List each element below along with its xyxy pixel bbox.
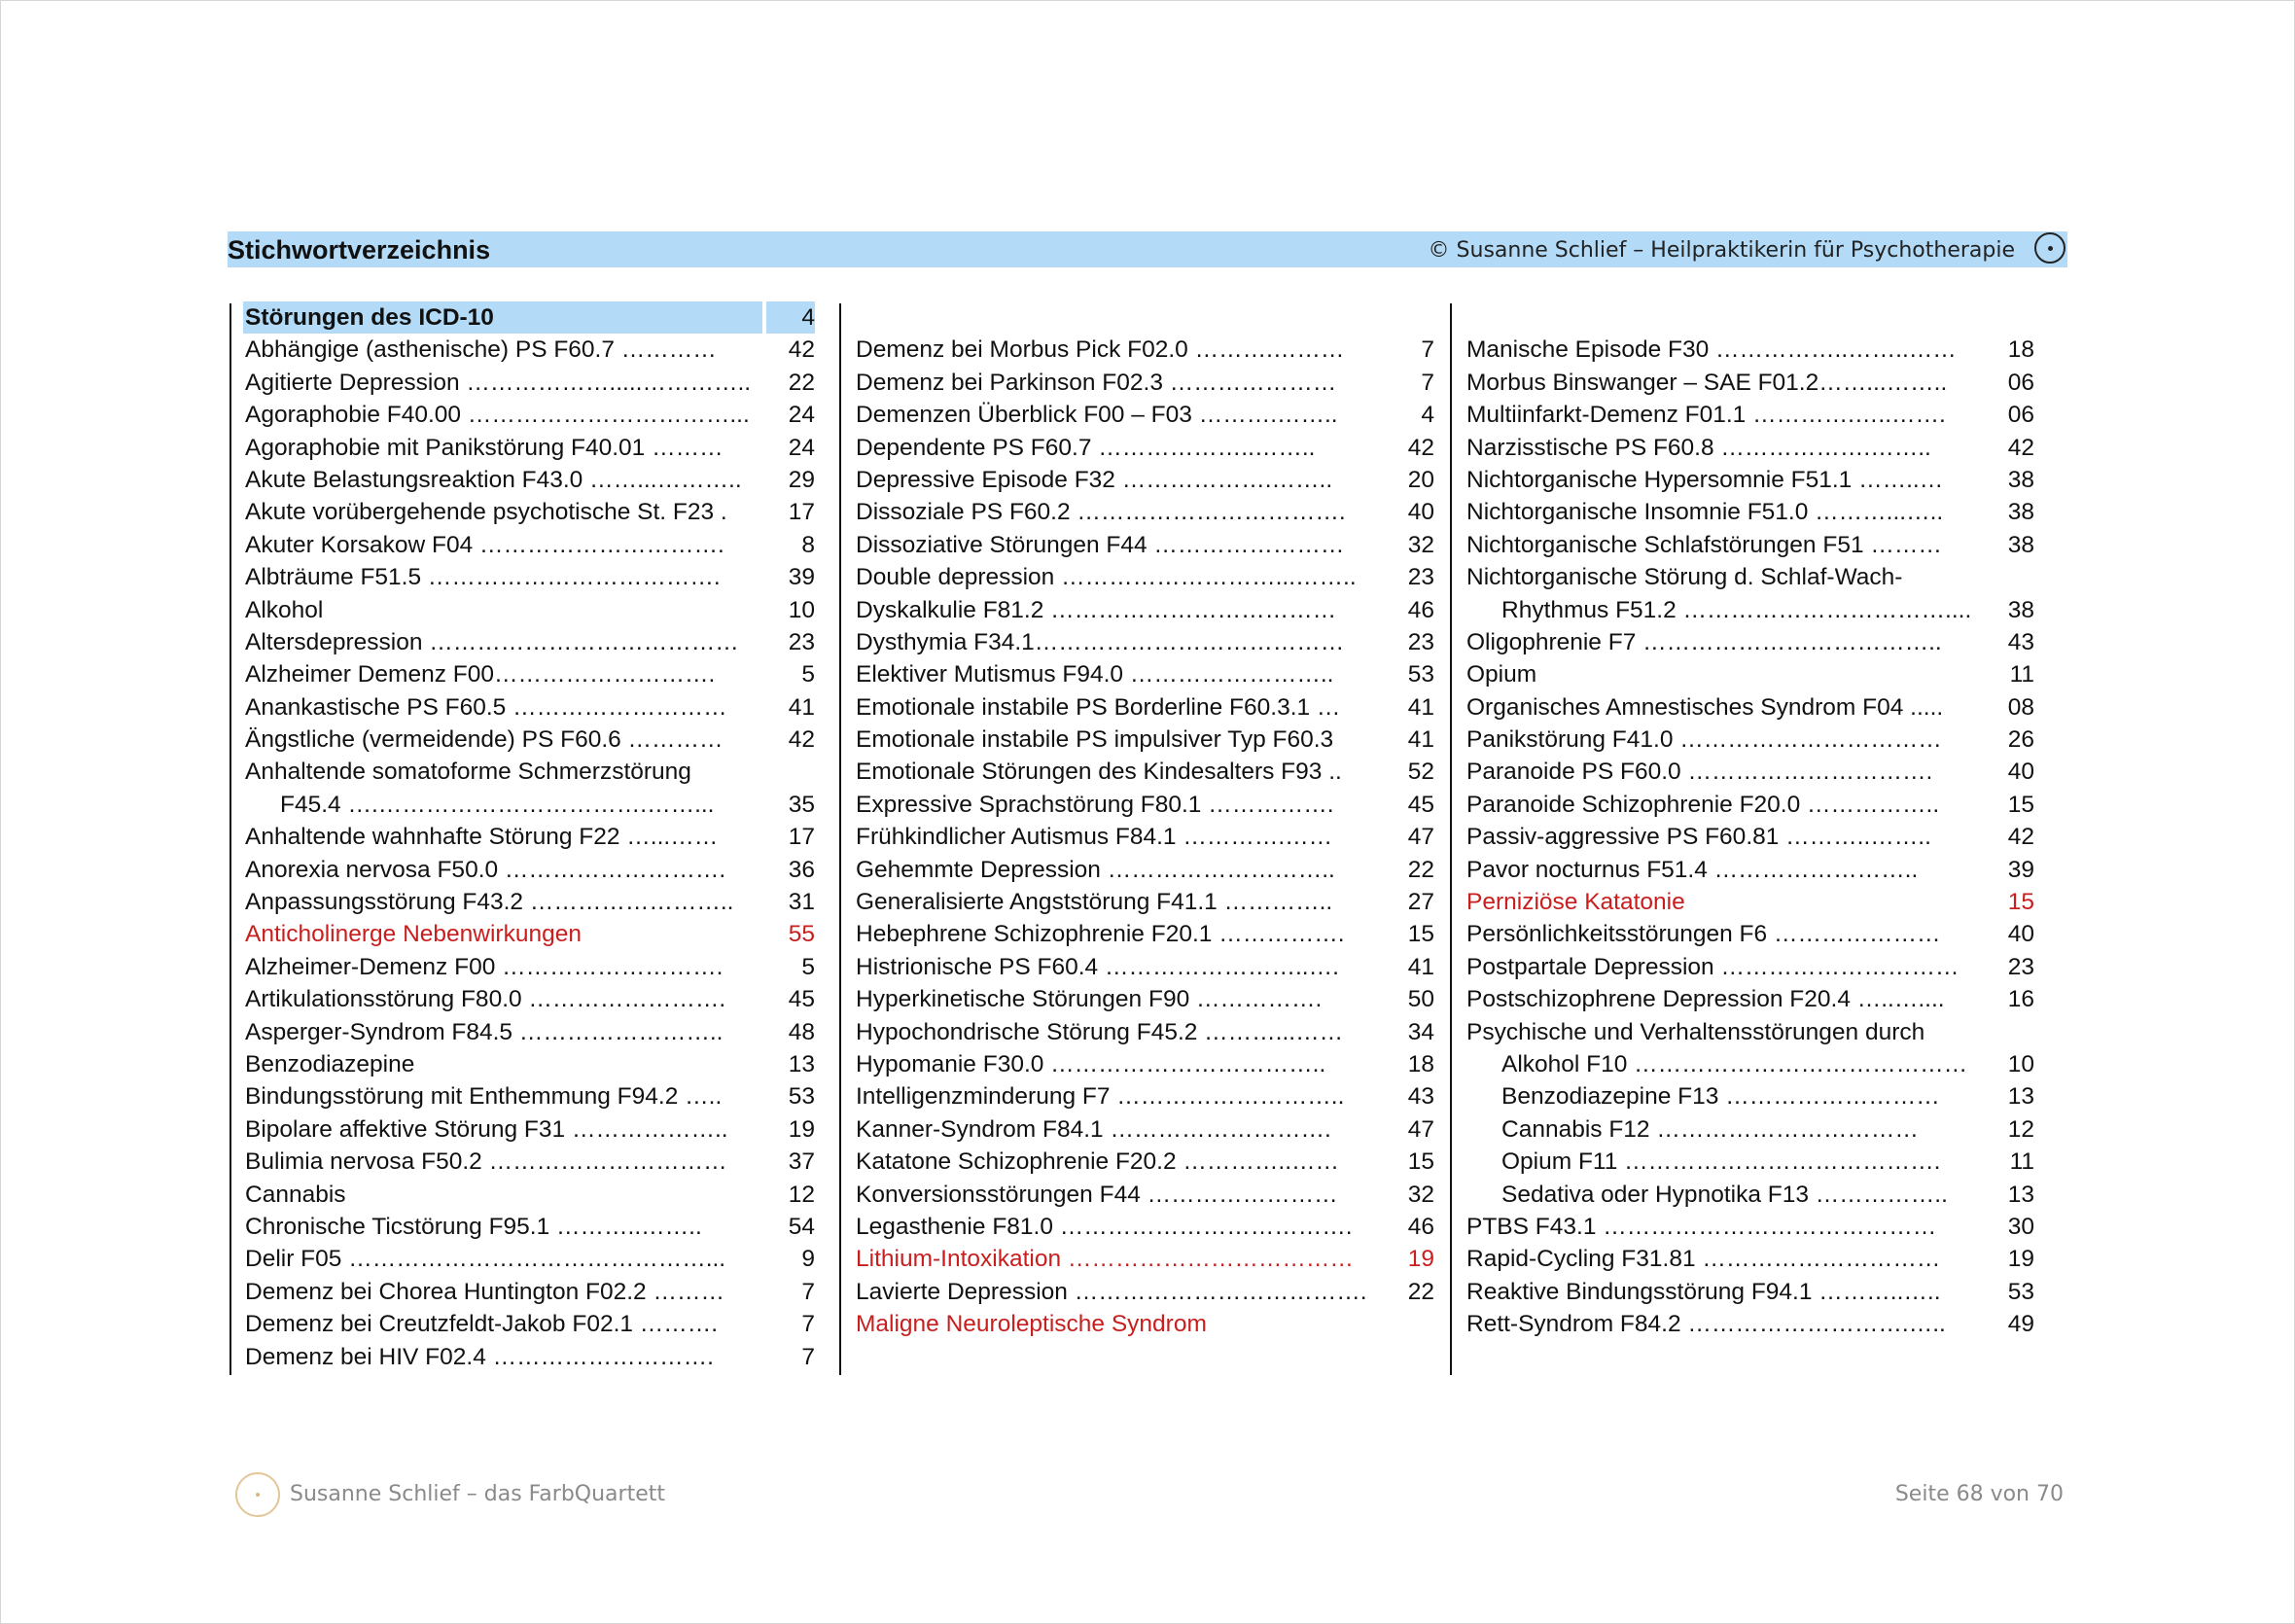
entry-label: Abhängige (asthenische) PS F60.7 ………… (245, 336, 717, 364)
entry-label: Passiv-aggressive PS F60.81 ………..…….. (1466, 824, 1931, 851)
entry-label: Demenz bei Chorea Huntington F02.2 ……… (245, 1278, 724, 1305)
index-entry (856, 821, 1434, 853)
entry-label: Anorexia nervosa F50.0 ………………………. (245, 856, 726, 883)
entry-label: Bipolare affektive Störung F31 ……………….. (245, 1115, 728, 1143)
index-entry (856, 464, 1434, 496)
index-entry (1466, 1179, 2034, 1211)
entry-page: 13 (788, 1050, 815, 1077)
entry-page: 10 (2007, 1050, 2034, 1077)
index-entry (245, 529, 815, 561)
index-entry (856, 1113, 1434, 1146)
entry-label: Organisches Amnestisches Syndrom F04 ..... (1466, 693, 1944, 721)
entry-label: Rhythmus F51.2 …………………………….... (1501, 596, 1972, 623)
index-entry (245, 821, 815, 853)
entry-page: 41 (1407, 953, 1434, 980)
entry-page: 32 (1407, 531, 1434, 558)
entry-label: Anhaltende wahnhafte Störung F22 …...…… (245, 824, 719, 851)
entry-page: 43 (2007, 628, 2034, 655)
entry-label: Lithium-Intoxikation ……………………………… (856, 1246, 1354, 1273)
entry-page: 35 (788, 791, 815, 818)
entry-page: 06 (2007, 402, 2034, 429)
entry-page: 54 (788, 1213, 815, 1240)
index-entry (1466, 1016, 2034, 1048)
entry-page: 06 (2007, 369, 2034, 396)
entry-page: 52 (1407, 759, 1434, 786)
entry-label: Asperger-Syndrom F84.5 …………………….. (245, 1018, 724, 1045)
entry-label: Konversionsstörungen F44 …………………… (856, 1181, 1338, 1208)
entry-label: Akuter Korsakow F04 …………………………. (245, 531, 724, 558)
index-entry (245, 594, 815, 626)
index-entry (856, 983, 1434, 1015)
entry-label: Emotionale instabile PS impulsiver Typ F60.3 (856, 726, 1334, 754)
entry-page: 37 (788, 1148, 815, 1176)
entry-page: 15 (2007, 889, 2034, 916)
entry-page: 42 (788, 336, 815, 364)
index-entry (1466, 561, 2034, 593)
entry-page: 39 (788, 564, 815, 591)
entry-label: Demenz bei Parkinson F02.3 ………………… (856, 369, 1337, 396)
entry-page: 22 (1407, 856, 1434, 883)
entry-label: Oligophrenie F7 ……………………………….. (1466, 628, 1942, 655)
entry-page: 41 (788, 693, 815, 721)
entry-label: Perniziöse Katatonie (1466, 889, 1685, 916)
index-entry (856, 1048, 1434, 1080)
entry-label: Bulimia nervosa F50.2 ………………………… (245, 1148, 727, 1176)
entry-page: 17 (788, 499, 815, 526)
index-entry (856, 789, 1434, 821)
entry-label: Emotionale instabile PS Borderline F60.3.1 … (856, 693, 1341, 721)
index-entry (245, 658, 815, 690)
index-entry (245, 1308, 815, 1340)
entry-label: Katatone Schizophrenie F20.2 …………..…… (856, 1148, 1340, 1176)
entry-label: Chronische Ticstörung F95.1 ………..…….. (245, 1213, 702, 1240)
entry-label: Akute Belastungsreaktion F43.0 ……...……….. (245, 466, 742, 493)
index-entry (856, 399, 1434, 431)
entry-page: 8 (801, 531, 815, 558)
entry-label: Bindungsstörung mit Enthemmung F94.2 ….. (245, 1083, 723, 1111)
entry-page: 41 (1407, 726, 1434, 754)
entry-page: 15 (1407, 921, 1434, 948)
index-entry (1466, 918, 2034, 950)
entry-label: Intelligenzminderung F7 ……………………….. (856, 1083, 1345, 1111)
index-entry (856, 1146, 1434, 1178)
entry-label: Cannabis F12 …………………………… (1501, 1115, 1919, 1143)
index-entry (245, 1048, 815, 1080)
entry-page: 15 (1407, 1148, 1434, 1176)
entry-page: 08 (2007, 693, 2034, 721)
entry-page: 53 (2007, 1278, 2034, 1305)
entry-label: Demenzen Überblick F00 – F03 ……….…….. (856, 402, 1338, 429)
page-number: Seite 68 von 70 (1894, 1482, 2064, 1506)
entry-page: 7 (801, 1278, 815, 1305)
entry-label: Expressive Sprachstörung F80.1 ……………. (856, 791, 1334, 818)
entry-page: 38 (2007, 466, 2034, 493)
entry-page: 7 (1421, 336, 1434, 364)
index-entry (856, 1211, 1434, 1243)
index-entry (1466, 464, 2034, 496)
entry-label: Anankastische PS F60.5 ……………………… (245, 693, 727, 721)
index-entry (856, 561, 1434, 593)
copyright-text: © Susanne Schlief – Heilpraktikerin für Psychotherapie (1428, 238, 2015, 263)
entry-label: Alzheimer Demenz F00………………………. (245, 661, 716, 688)
entry-label: Lavierte Depression ………………………………. (856, 1278, 1367, 1305)
entry-label: Artikulationsstörung F80.0 ……………………. (245, 986, 726, 1013)
index-entry (1466, 886, 2034, 918)
entry-label: Double depression ………………………...…….. (856, 564, 1357, 591)
entry-page: 45 (1407, 791, 1434, 818)
entry-page: 55 (788, 921, 815, 948)
index-entry (1466, 1048, 2034, 1080)
entry-page: 19 (1407, 1246, 1434, 1273)
entry-page: 24 (788, 402, 815, 429)
entry-label: Agoraphobie F40.00 ……………………………... (245, 402, 750, 429)
entry-page: 36 (788, 856, 815, 883)
entry-page: 42 (788, 726, 815, 754)
entry-label: Alkohol F10 …………………………………… (1501, 1050, 1968, 1077)
entry-label: Störungen des ICD-10 (243, 301, 762, 334)
footer-author: Susanne Schlief – das FarbQuartett (290, 1482, 665, 1506)
entry-page: 38 (2007, 531, 2034, 558)
index-entry (1466, 1308, 2034, 1340)
index-entry (856, 1276, 1434, 1308)
entry-label: Akute vorübergehende psychotische St. F23 . (245, 499, 727, 526)
entry-label: Anpassungsstörung F43.2 …………………….. (245, 889, 734, 916)
index-entry (245, 1341, 815, 1373)
index-entry (856, 918, 1434, 950)
entry-label: Legasthenie F81.0 ………………………………. (856, 1213, 1353, 1240)
row-spacer (1466, 301, 2034, 334)
entry-label: Reaktive Bindungsstörung F94.1 ………..….. (1466, 1278, 1941, 1305)
index-entry (1466, 496, 2034, 528)
entry-label: Panikstörung F41.0 …………………………… (1466, 726, 1942, 754)
entry-page: 46 (1407, 596, 1434, 623)
entry-label: Dissoziative Störungen F44 …………………… (856, 531, 1345, 558)
index-entry (1466, 658, 2034, 690)
entry-label: Kanner-Syndrom F84.1 ………………………. (856, 1115, 1331, 1143)
entry-page: 11 (2009, 661, 2034, 688)
index-entry (856, 626, 1434, 658)
entry-page: 30 (2007, 1213, 2034, 1240)
entry-page: 13 (2007, 1083, 2034, 1111)
entry-label: Emotionale Störungen des Kindesalters F93 .. (856, 759, 1342, 786)
index-entry (856, 854, 1434, 886)
entry-page: 43 (1407, 1083, 1434, 1111)
index-entry (245, 1211, 815, 1243)
entry-label: Sedativa oder Hypnotika F13 …………….. (1501, 1181, 1948, 1208)
index-entry (245, 626, 815, 658)
entry-page: 40 (1407, 499, 1434, 526)
entry-page: 11 (2009, 1148, 2034, 1176)
entry-page: 15 (2007, 791, 2034, 818)
entry-label: Generalisierte Angststörung F41.1 ………….. (856, 889, 1333, 916)
entry-page: 12 (788, 1181, 815, 1208)
entry-page: 10 (788, 596, 815, 623)
entry-label: F45.4 ….…………………………….……... (280, 791, 715, 818)
entry-page: 4 (1421, 402, 1434, 429)
entry-label: Benzodiazepine (245, 1050, 415, 1077)
index-entry (245, 334, 815, 366)
index-entry (245, 724, 815, 756)
index-entry (1466, 1080, 2034, 1112)
index-entry (1466, 432, 2034, 464)
entry-label: Opium F11 …………………………………. (1501, 1148, 1941, 1176)
entry-label: PTBS F43.1 …………………………………… (1466, 1213, 1937, 1240)
index-entry (856, 756, 1434, 788)
index-entry (1466, 724, 2034, 756)
entry-label: Nichtorganische Schlafstörungen F51 ……… (1466, 531, 1942, 558)
index-entry (856, 1016, 1434, 1048)
entry-page: 9 (801, 1246, 815, 1273)
index-entry (245, 854, 815, 886)
index-entry (1466, 1211, 2034, 1243)
index-entry (856, 658, 1434, 690)
index-entry (245, 983, 815, 1015)
entry-page: 5 (801, 661, 815, 688)
index-entry (856, 1179, 1434, 1211)
index-entry (1466, 789, 2034, 821)
entry-page: 31 (788, 889, 815, 916)
entry-label: Demenz bei HIV F02.4 ………………………. (245, 1343, 714, 1370)
entry-label: Postpartale Depression ………………………… (1466, 953, 1960, 980)
entry-label: Dissoziale PS F60.2 ……………………………. (856, 499, 1346, 526)
index-entry (856, 496, 1434, 528)
entry-label: Dysthymia F34.1………………………………… (856, 628, 1345, 655)
entry-label: Ängstliche (vermeidende) PS F60.6 ………… (245, 726, 724, 754)
entry-label: Postschizophrene Depression F20.4 …..….... (1466, 986, 1945, 1013)
index-entry (856, 432, 1434, 464)
entry-page: 27 (1407, 889, 1434, 916)
column-divider (230, 303, 231, 1375)
index-column-2 (856, 301, 1434, 1341)
entry-page: 47 (1407, 1115, 1434, 1143)
entry-page: 23 (2007, 953, 2034, 980)
entry-page: 29 (788, 466, 815, 493)
entry-page: 23 (1407, 564, 1434, 591)
entry-label: Paranoide PS F60.0 …………………………. (1466, 759, 1933, 786)
index-entry (1466, 756, 2034, 788)
section-heading (245, 301, 815, 334)
index-entry (245, 1080, 815, 1112)
index-entry (245, 789, 815, 821)
entry-label: Agitierte Depression ……………….....………….. (245, 369, 751, 396)
entry-page: 50 (1407, 986, 1434, 1013)
entry-page: 45 (788, 986, 815, 1013)
index-entry (1466, 1113, 2034, 1146)
entry-label: Paranoide Schizophrenie F20.0 …………….. (1466, 791, 1940, 818)
entry-label: Hebephrene Schizophrenie F20.1 ……………. (856, 921, 1345, 948)
entry-label: Histrionische PS F60.4 ……………………..…. (856, 953, 1339, 980)
entry-page: 42 (2007, 434, 2034, 461)
entry-label: Multiinfarkt-Demenz F01.1 ………….…..……. (1466, 402, 1946, 429)
entry-page: 22 (788, 369, 815, 396)
entry-label: Altersdepression ………………………………… (245, 628, 739, 655)
entry-label: Nichtorganische Hypersomnie F51.1 ……..… (1466, 466, 1944, 493)
index-entry (1466, 334, 2034, 366)
entry-label: Benzodiazepine F13 ……………………… (1501, 1083, 1940, 1111)
index-entry (1466, 626, 2034, 658)
entry-label: Hyperkinetische Störungen F90 ……………. (856, 986, 1323, 1013)
index-entry (856, 1243, 1434, 1275)
column-divider (1450, 303, 1452, 1375)
index-entry (245, 1113, 815, 1146)
entry-page: 7 (801, 1311, 815, 1338)
index-entry (245, 1243, 815, 1275)
index-entry (245, 1179, 815, 1211)
index-entry (856, 367, 1434, 399)
entry-page: 12 (2007, 1115, 2034, 1143)
entry-label: Alkohol (245, 596, 324, 623)
entry-page: 20 (1407, 466, 1434, 493)
entry-page: 7 (801, 1343, 815, 1370)
entry-label: Depressive Episode F32 ……………….…….. (856, 466, 1333, 493)
page-title: Stichwortverzeichnis (228, 235, 491, 265)
index-entry (1466, 594, 2034, 626)
entry-label: Gehemmte Depression ……………………….. (856, 856, 1335, 883)
entry-label: Psychische und Verhaltensstörungen durch (1466, 1018, 1925, 1045)
entry-label: Maligne Neuroleptische Syndrom (856, 1311, 1207, 1338)
entry-page: 22 (1407, 1278, 1434, 1305)
entry-page: 19 (2007, 1246, 2034, 1273)
index-entry (245, 691, 815, 724)
index-entry (245, 496, 815, 528)
entry-label: Persönlichkeitsstörungen F6 ………………… (1466, 921, 1941, 948)
index-entry (856, 529, 1434, 561)
entry-label: Albträume F51.5 ………………………………. (245, 564, 721, 591)
entry-page: 46 (1407, 1213, 1434, 1240)
entry-label: Frühkindlicher Autismus F84.1 ………….…… (856, 824, 1333, 851)
index-entry (1466, 1276, 2034, 1308)
entry-page: 18 (2007, 336, 2034, 364)
index-entry (856, 1080, 1434, 1112)
index-column-1 (245, 301, 815, 1373)
index-entry (1466, 1146, 2034, 1178)
entry-page: 47 (1407, 824, 1434, 851)
entry-page: 24 (788, 434, 815, 461)
entry-page: 42 (1407, 434, 1434, 461)
entry-label: Anticholinerge Nebenwirkungen (245, 921, 582, 948)
entry-page: 7 (1421, 369, 1434, 396)
index-entry (856, 1308, 1434, 1340)
index-entry (1466, 1243, 2034, 1275)
entry-label: Elektiver Mutismus F94.0 …………………….. (856, 661, 1334, 688)
entry-page: 42 (2007, 824, 2034, 851)
index-entry (1466, 951, 2034, 983)
entry-label: Opium (1466, 661, 1537, 688)
index-entry (856, 951, 1434, 983)
entry-label: Narzisstische PS F60.8 ……………….…….. (1466, 434, 1931, 461)
header-bar (228, 231, 2067, 267)
entry-label: Nichtorganische Störung d. Schlaf-Wach- (1466, 564, 1903, 591)
index-entry (245, 1146, 815, 1178)
index-entry (245, 367, 815, 399)
index-entry (1466, 983, 2034, 1015)
entry-label: Hypochondrische Störung F45.2 ………...…… (856, 1018, 1344, 1045)
index-entry (1466, 854, 2034, 886)
entry-label: Manische Episode F30 ……………..……..…… (1466, 336, 1957, 364)
column-divider (839, 303, 841, 1375)
entry-label: Anhaltende somatoforme Schmerzstörung (245, 759, 691, 786)
entry-page: 19 (788, 1115, 815, 1143)
index-entry (1466, 399, 2034, 431)
index-entry (245, 432, 815, 464)
entry-label: Pavor nocturnus F51.4 …………………….. (1466, 856, 1919, 883)
index-entry (245, 464, 815, 496)
entry-page: 5 (801, 953, 815, 980)
entry-page: 26 (2007, 726, 2034, 754)
entry-label: Demenz bei Morbus Pick F02.0 ……….……… (856, 336, 1345, 364)
index-entry (245, 399, 815, 431)
index-entry (245, 561, 815, 593)
entry-page: 38 (2007, 499, 2034, 526)
index-entry (1466, 529, 2034, 561)
entry-page: 13 (2007, 1181, 2034, 1208)
entry-page: 53 (1407, 661, 1434, 688)
entry-page: 48 (788, 1018, 815, 1045)
entry-page: 23 (788, 628, 815, 655)
index-entry (245, 951, 815, 983)
entry-label: Hypomanie F30.0 …………………………….. (856, 1050, 1326, 1077)
index-entry (856, 886, 1434, 918)
index-entry (856, 334, 1434, 366)
entry-page: 49 (2007, 1311, 2034, 1338)
entry-page: 40 (2007, 921, 2034, 948)
entry-page: 4 (766, 301, 815, 334)
index-entry (245, 1276, 815, 1308)
index-entry (1466, 367, 2034, 399)
entry-page: 53 (788, 1083, 815, 1111)
entry-label: Dyskalkulie F81.2 ……………………………… (856, 596, 1337, 623)
footer-logo-icon (235, 1472, 280, 1517)
entry-label: Alzheimer-Demenz F00 ………………………. (245, 953, 724, 980)
row-spacer (856, 301, 1434, 334)
index-entry (1466, 821, 2034, 853)
index-column-3 (1466, 301, 2034, 1341)
entry-label: Agoraphobie mit Panikstörung F40.01 ……… (245, 434, 724, 461)
index-entry (245, 918, 815, 950)
index-entry (245, 1016, 815, 1048)
entry-label: Demenz bei Creutzfeldt-Jakob F02.1 ………. (245, 1311, 719, 1338)
entry-label: Morbus Binswanger – SAE F01.2……...…….. (1466, 369, 1948, 396)
index-entry (856, 594, 1434, 626)
index-entry (856, 691, 1434, 724)
entry-label: Cannabis (245, 1181, 346, 1208)
entry-label: Rett-Syndrom F84.2 ……………………….….. (1466, 1311, 1946, 1338)
index-entry (245, 886, 815, 918)
entry-page: 38 (2007, 596, 2034, 623)
entry-label: Delir F05 ………………………………………... (245, 1246, 726, 1273)
circle-dot-logo-icon (2034, 232, 2066, 264)
entry-page: 16 (2007, 986, 2034, 1013)
entry-page: 18 (1407, 1050, 1434, 1077)
entry-page: 40 (2007, 759, 2034, 786)
entry-page: 39 (2007, 856, 2034, 883)
entry-label: Nichtorganische Insomnie F51.0 ………...….. (1466, 499, 1944, 526)
entry-label: Dependente PS F60.7 ………………..…….. (856, 434, 1316, 461)
entry-page: 32 (1407, 1181, 1434, 1208)
index-entry (245, 756, 815, 788)
entry-page: 41 (1407, 693, 1434, 721)
index-entry (856, 724, 1434, 756)
entry-label: Rapid-Cycling F31.81 ………………………… (1466, 1246, 1941, 1273)
entry-page: 23 (1407, 628, 1434, 655)
index-entry (1466, 691, 2034, 724)
entry-page: 17 (788, 824, 815, 851)
entry-page: 34 (1407, 1018, 1434, 1045)
